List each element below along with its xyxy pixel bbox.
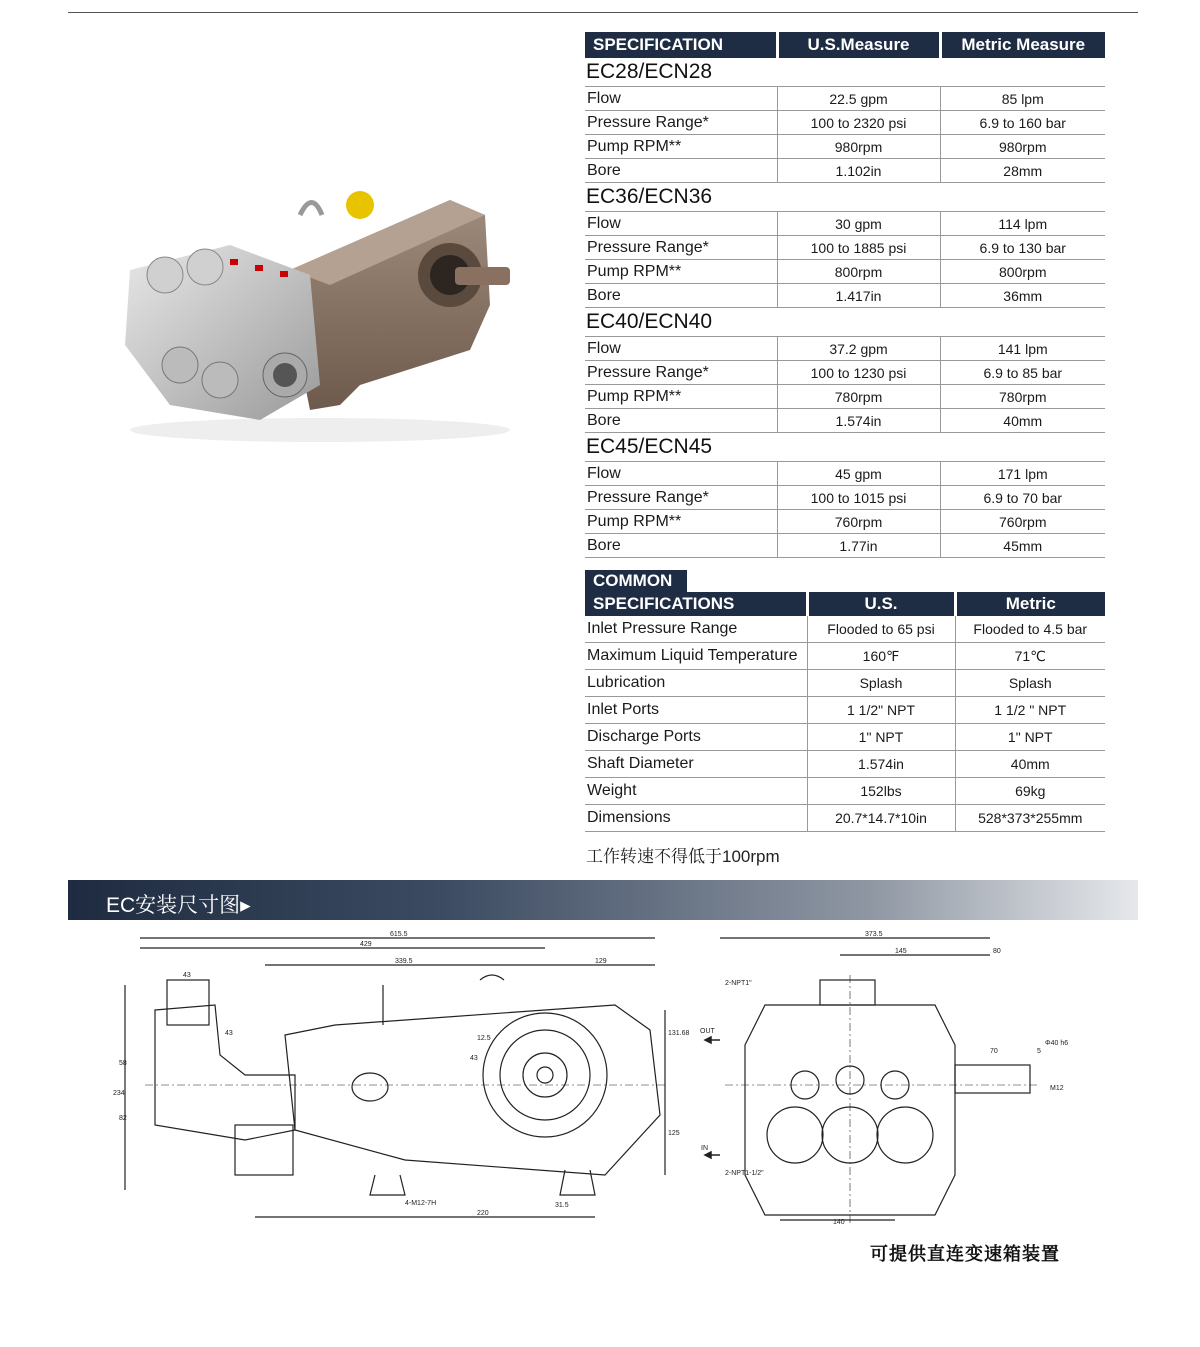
dim-npt1-1-2: 2-NPT1-1/2": [725, 1170, 764, 1177]
spec-header-label: SPECIFICATION: [585, 32, 777, 58]
common-cell-metric: Flooded to 4.5 bar: [955, 616, 1105, 643]
common-header-us: U.S.: [807, 592, 955, 616]
spec-row: [585, 361, 1105, 385]
spec-cell-us: 980rpm: [777, 135, 940, 159]
spec-cell-us: 30 gpm: [777, 212, 940, 236]
dim-220: 220: [477, 1210, 489, 1217]
common-header-label: SPECIFICATIONS: [585, 592, 807, 616]
dim-phi40: Φ40 h6: [1045, 1040, 1069, 1047]
spec-cell-us: 100 to 1015 psi: [777, 486, 940, 510]
dim-npt1: 2-NPT1": [725, 980, 752, 987]
common-body: [585, 616, 1105, 832]
dim-339: 339.5: [395, 958, 413, 965]
dim-429: 429: [360, 941, 372, 948]
spec-row: [585, 385, 1105, 409]
spec-cell-us: 1.77in: [777, 534, 940, 558]
common-row: [585, 724, 1105, 751]
spec-cell-metric: 171 lpm: [940, 462, 1105, 486]
spec-row: [585, 111, 1105, 135]
spec-cell-metric: 28mm: [940, 159, 1105, 183]
common-row: [585, 751, 1105, 778]
dim-58: 58: [119, 1060, 127, 1067]
spec-cell-us: 100 to 2320 psi: [777, 111, 940, 135]
section-banner: [68, 880, 1138, 920]
common-cell-label: Lubrication: [585, 670, 807, 697]
spec-row: [585, 462, 1105, 486]
spec-row: [585, 260, 1105, 284]
common-cell-metric: 40mm: [955, 751, 1105, 778]
common-cell-metric: 1 1/2 " NPT: [955, 697, 1105, 724]
spec-cell-label: Pressure Range*: [585, 111, 777, 135]
spec-cell-label: Bore: [585, 159, 777, 183]
top-rule: [68, 12, 1138, 13]
spec-cell-label: Bore: [585, 534, 777, 558]
common-cell-label: Inlet Ports: [585, 697, 807, 724]
spec-cell-label: Pressure Range*: [585, 236, 777, 260]
spec-cell-metric: 780rpm: [940, 385, 1105, 409]
spec-cell-metric: 6.9 to 85 bar: [940, 361, 1105, 385]
spec-cell-label: Pressure Range*: [585, 361, 777, 385]
common-cell-label: Shaft Diameter: [585, 751, 807, 778]
common-cell-us: Splash: [807, 670, 955, 697]
spec-cell-metric: 760rpm: [940, 510, 1105, 534]
common-cell-label: Dimensions: [585, 805, 807, 832]
common-cell-us: 1.574in: [807, 751, 955, 778]
spec-row: [585, 337, 1105, 361]
common-title-line1: COMMON: [585, 570, 687, 592]
model-row: [585, 433, 1105, 462]
dim-140: 140: [833, 1219, 845, 1225]
spec-header-us: U.S.Measure: [777, 32, 940, 58]
dim-43b: 43: [225, 1030, 233, 1037]
spec-cell-metric: 6.9 to 130 bar: [940, 236, 1105, 260]
spec-cell-label: Flow: [585, 337, 777, 361]
dim-5: 5: [1037, 1048, 1041, 1055]
spec-cell-metric: 36mm: [940, 284, 1105, 308]
spec-cell-metric: 114 lpm: [940, 212, 1105, 236]
side-flange: [483, 1013, 607, 1137]
model-name: EC36/ECN36: [585, 183, 1105, 212]
spec-cell-metric: 141 lpm: [940, 337, 1105, 361]
dim-12-5: 12.5: [477, 1035, 491, 1042]
model-row: [585, 308, 1105, 337]
common-cell-metric: 1" NPT: [955, 724, 1105, 751]
spec-cell-label: Flow: [585, 462, 777, 486]
side-body: [285, 1005, 660, 1175]
dim-131: 131.68: [668, 1030, 690, 1037]
model-row: [585, 183, 1105, 212]
dim-43a: 43: [183, 972, 191, 979]
banner-title: EC安装尺寸图▸: [106, 894, 251, 917]
spec-row: [585, 236, 1105, 260]
spec-cell-us: 780rpm: [777, 385, 940, 409]
common-row: [585, 616, 1105, 643]
dimension-drawing: [105, 925, 1090, 1225]
common-cell-label: Discharge Ports: [585, 724, 807, 751]
spec-cell-metric: 45mm: [940, 534, 1105, 558]
dim-129: 129: [595, 958, 607, 965]
common-row: [585, 643, 1105, 670]
oil-cap-icon: [346, 191, 374, 219]
side-valve: [167, 980, 209, 1025]
common-row: [585, 778, 1105, 805]
common-row: [585, 805, 1105, 832]
spec-cell-label: Bore: [585, 409, 777, 433]
common-cell-label: Weight: [585, 778, 807, 805]
spec-cell-label: Pump RPM**: [585, 510, 777, 534]
spec-row: [585, 486, 1105, 510]
dim-373: 373.5: [865, 931, 883, 938]
spec-cell-metric: 800rpm: [940, 260, 1105, 284]
common-cell-label: Inlet Pressure Range: [585, 616, 807, 643]
spec-row: [585, 135, 1105, 159]
common-cell-metric: Splash: [955, 670, 1105, 697]
dim-615: 615.5: [390, 931, 408, 938]
dim-80: 80: [993, 948, 1001, 955]
common-cell-us: 1" NPT: [807, 724, 955, 751]
spec-cell-label: Pump RPM**: [585, 135, 777, 159]
model-row: [585, 58, 1105, 87]
spec-row: [585, 212, 1105, 236]
dim-70: 70: [990, 1048, 998, 1055]
spec-cell-us: 22.5 gpm: [777, 87, 940, 111]
spec-row: [585, 284, 1105, 308]
spec-row: [585, 87, 1105, 111]
label-in: IN: [701, 1145, 708, 1152]
model-name: EC45/ECN45: [585, 433, 1105, 462]
common-cell-us: 160℉: [807, 643, 955, 670]
dim-82: 82: [119, 1115, 127, 1122]
common-row: [585, 697, 1105, 724]
spec-cell-label: Pump RPM**: [585, 385, 777, 409]
common-cell-metric: 69kg: [955, 778, 1105, 805]
spec-row: [585, 510, 1105, 534]
pump-photo: [110, 175, 520, 450]
model-name: EC28/ECN28: [585, 58, 1105, 87]
spec-cell-label: Flow: [585, 87, 777, 111]
spec-cell-metric: 980rpm: [940, 135, 1105, 159]
spec-cell-us: 1.102in: [777, 159, 940, 183]
rpm-note: 工作转速不得低于100rpm: [586, 847, 780, 866]
dim-m12: 4-M12-7H: [405, 1200, 437, 1207]
spec-row: [585, 409, 1105, 433]
common-header-metric: Metric: [955, 592, 1105, 616]
gearbox-note: 可提供直连变速箱装置: [870, 1244, 1060, 1264]
common-row: [585, 670, 1105, 697]
common-cell-metric: 528*373*255mm: [955, 805, 1105, 832]
model-name: EC40/ECN40: [585, 308, 1105, 337]
spec-cell-us: 800rpm: [777, 260, 940, 284]
spec-cell-label: Flow: [585, 212, 777, 236]
spec-cell-label: Pump RPM**: [585, 260, 777, 284]
spec-cell-label: Bore: [585, 284, 777, 308]
spec-cell-us: 1.417in: [777, 284, 940, 308]
dim-31-5: 31.5: [555, 1202, 569, 1209]
dim-m12b: M12: [1050, 1085, 1064, 1092]
dim-43c: 43: [470, 1055, 478, 1062]
spec-cell-us: 100 to 1230 psi: [777, 361, 940, 385]
spec-cell-metric: 85 lpm: [940, 87, 1105, 111]
spec-cell-metric: 6.9 to 70 bar: [940, 486, 1105, 510]
spec-row: [585, 159, 1105, 183]
spec-cell-metric: 6.9 to 160 bar: [940, 111, 1105, 135]
common-table: [585, 570, 1105, 832]
spec-body: [585, 58, 1105, 558]
spec-cell-label: Pressure Range*: [585, 486, 777, 510]
dim-125: 125: [668, 1130, 680, 1137]
spec-row: [585, 534, 1105, 558]
common-cell-us: 152lbs: [807, 778, 955, 805]
spec-cell-us: 760rpm: [777, 510, 940, 534]
dim-234: 234: [113, 1090, 125, 1097]
dim-145: 145: [895, 948, 907, 955]
common-cell-us: 20.7*14.7*10in: [807, 805, 955, 832]
common-cell-label: Maximum Liquid Temperature: [585, 643, 807, 670]
spec-cell-us: 37.2 gpm: [777, 337, 940, 361]
label-out: OUT: [700, 1028, 715, 1035]
spec-header-metric: Metric Measure: [940, 32, 1105, 58]
spec-table: [585, 32, 1105, 558]
spec-cell-us: 45 gpm: [777, 462, 940, 486]
common-cell-us: 1 1/2" NPT: [807, 697, 955, 724]
spec-cell-us: 1.574in: [777, 409, 940, 433]
spec-cell-metric: 40mm: [940, 409, 1105, 433]
common-cell-metric: 71℃: [955, 643, 1105, 670]
common-cell-us: Flooded to 65 psi: [807, 616, 955, 643]
spec-cell-us: 100 to 1885 psi: [777, 236, 940, 260]
